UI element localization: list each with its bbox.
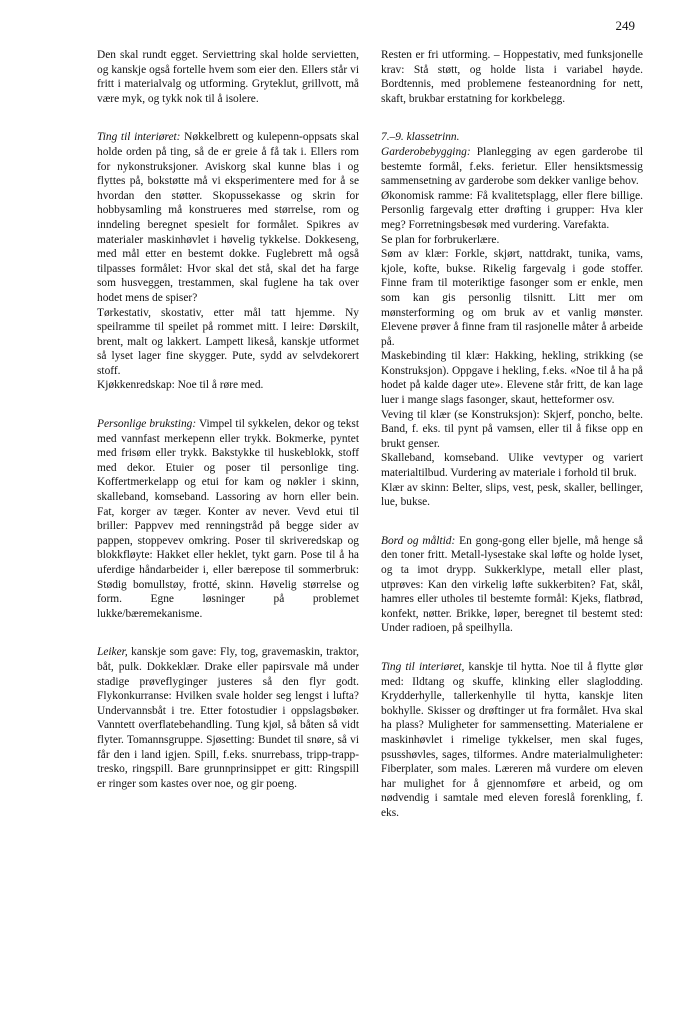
section-heading: Ting til interiøret, [381, 660, 465, 673]
section-leiker [97, 645, 359, 791]
section-garderobebygging [381, 130, 643, 509]
paragraph-text: Nøkkelbrett og kulepenn-oppsats skal holde orden på ting, så de er greie å få tak i. Ellers rom for nykonstruksjoner. Aviskorg skal kunne blas i og flyttes på, bokstøtte må vi eksperimentere med for å se hvordan den støtter. Skopussekasse og skrin for hobbysamling må konstrueres med størrelse, rom og inndeling beregnet spesielt for formålet. Spikres av materialer maskinhøvlet i høvelig tykkelse. Dokkeseng, med mål etter en bestemt dokke. Fuglebrett må også tilpasses formålet: Hvor skal det stå, skal det ha farge som husveggen, trestammen, skal fuglene ha tak over hodet mens de spiser? [97, 131, 359, 304]
left-column [97, 48, 359, 815]
paragraph: Den skal rundt egget. Serviettring skal holde servietten, og kanskje også fortelle hvem som eier den. Ellers står vi fritt i materialvalg og utforming. Gryteklut, grillvott, må være myk, og tykk nok til å isolere. [97, 49, 359, 105]
paragraph: Tørkestativ, skostativ, etter mål tatt hjemme. Ny speilramme til speilet på rommet mitt. I leire: Dørskilt, brent, malt og lakkert. Lampett likeså, kanskje utformet så lyset lager fine skygger. Pute, sydd av selvdekorert stoff. [97, 306, 359, 377]
section-ting-til-interioret-hytta [381, 660, 643, 821]
section-heading: Ting til interiøret: [97, 131, 181, 144]
paragraph-text: Vimpel til sykkelen, dekor og tekst med vannfast merkepenn eller trykk. Bokmerke, pyntet med frisøm eller trykk. Bakstykke til huskeblokk, stoff med dekor. Etuier og poser til personlige ting. Koffertmerkelapp og etui for kam og nøkler i skinn, skalleband, komseband. Lassoring av horn eller bein. Fat, korger av tæger. Konter av never. Vevd etui til briller: Pappvev med renningstråd på begge sider av pappen, stoppevev omkring. Poser til skriveredskap og blokkfløyte: Hakket eller heklet, tykt garn. Pose til å ha uferdige håndarbeider i, eller bærepose til sommerbruk: Stødig bomullstøy, frotté, skinn. Høvelig størrelse og form. Egne løsninger på problemet lukke/bæremekanisme. [97, 418, 359, 620]
paragraph: Veving til klær (se Konstruksjon): Skjerf, poncho, belte. Band, f. eks. til pynt på vamsen, eller til å fikse opp en brukt genser. [381, 408, 643, 450]
paragraph [381, 660, 643, 821]
paragraph: Økonomisk ramme: Få kvalitetsplagg, eller flere billige. Personlig fargevalg etter drøfting i grupper: Hva kler meg? Forretningsbesøk med vurdering. Varefakta. [381, 189, 643, 231]
right-column [381, 48, 643, 845]
paragraph-text: kanskje til hytta. Noe til å flytte glør med: Ildtang og skuffe, klinking eller slaglodding. Krydderhylle, tallerkenhylle til hytta, kanskje liten bokhylle. Skisser og drøftinger ut fra formålet. Hva skal ha plass? Muligheter for sammensetting. Materialene er maskinhøvlet i rimelige tykkelser, men skal fuges, psusshøvles, sages, tilformes. Andre materialmuligheter: Fiberplater, som males. Læreren må vurdere om eleven har mulighet for å gjennomføre et arbeid, og om nødvendig i samtale med eleven foreslå forenkling, f. eks. [381, 660, 644, 819]
section-heading: Bord og måltid: [381, 534, 456, 547]
section-heading: Personlige bruksting: [97, 418, 197, 431]
paragraph [381, 145, 643, 189]
paragraph: Skalleband, komseband. Ulike vevtyper og variert materialtilbud. Vurdering av materiale i forhold til bruk. [381, 452, 643, 480]
section-ting-til-interioret [97, 130, 359, 393]
paragraph: Resten er fri utforming. – Hoppestativ, med funksjonelle krav: Stå støtt, og holde lista i variabel høyde. Bordtennis, med problemene festeanordning for nett, skaft, brukbar erstatning for korkbelegg. [381, 49, 643, 105]
paragraph: Søm av klær: Forkle, skjørt, nattdrakt, tunika, vams, kjole, kofte, bukse. Rikelig fargevalg i gode stoffer. Finne fram til moteriktige fasonger som er enkle, men som kan gis personlig tilsnitt. Litt mer om mønsterforming og om bruk av et vanlig mønster. Elevene prøver å finne fram til rasjonelle måter å arbeide på. [381, 248, 643, 348]
paragraph [97, 645, 359, 791]
grade-heading: 7.–9. klassetrinn. [381, 131, 460, 144]
paragraph [381, 534, 643, 636]
paragraph: Se plan for forbrukerlære. [381, 233, 500, 246]
paragraph [97, 130, 359, 305]
paragraph-text: En gong-gong eller bjelle, må henge så den toner fritt. Metall-lysestake skal løfte og holde lyset, og ta imot drypp. Sukkerklype, metall eller plast, utprøves: Kan den virkelig løfte sukkerbiten? Fat, skål, hamres eller utholes til bestemte formål: Kjeks, flatbrød, konfekt, nøtter. Brikke, løper, beregnet til bestemt sted: Under radioen, på speilhylla. [381, 534, 643, 635]
section-intro [97, 48, 359, 106]
paragraph: Kjøkkenredskap: Noe til å røre med. [97, 379, 264, 392]
section-heading: Garderobebygging: [381, 145, 471, 158]
paragraph-text: kanskje som gave: Fly, tog, gravemaskin, traktor, båt, pulk. Dokkeklær. Drake eller papirsvale må under stadige prøveflyginger justeres så den flyr godt. Flykonkurranse: Hvilken svale holder seg lengst i lufta? Undervannsbåt i tre. Etter fotostudier i oppslagsbøker. Vanntett overflatebehandling. Tung kjøl, så båten så vidt flyter. Tomannsgruppe. Sjøsetting: Bundet til snøre, så vi får den i land igjen. Spill, f.eks. snurrebass, tripp-trapp-tresko, ringspill. Bare grunnprinsippet er gitt: Ringspill er ringer som kastes over noe, og gir poeng. [97, 646, 359, 790]
section-heading: Leiker, [97, 646, 128, 659]
page-number: 249 [615, 18, 635, 33]
paragraph [97, 417, 359, 621]
paragraph: Maskebinding til klær: Hakking, hekling, strikking (se Konstruksjon). Oppgave i hekling, f.eks. «Noe til å ha på hodet på kalde dager ute». Elevene står fritt, de kan lage luer i mange slags fasonger, skaut, hetteformer osv. [381, 350, 643, 407]
paragraph-text: Planlegging av egen garderobe til bestemte formål, f.eks. ferietur. Eller hensiktsmessig sammensetning av garderobe som dekker vanlige behov. [381, 145, 643, 188]
section-bord-og-maltid [381, 534, 643, 636]
section-hoppestativ [381, 48, 643, 106]
paragraph: Klær av skinn: Belter, slips, vest, pesk, skaller, bellinger, lue, bukse. [381, 481, 643, 509]
section-personlige-bruksting [97, 417, 359, 621]
